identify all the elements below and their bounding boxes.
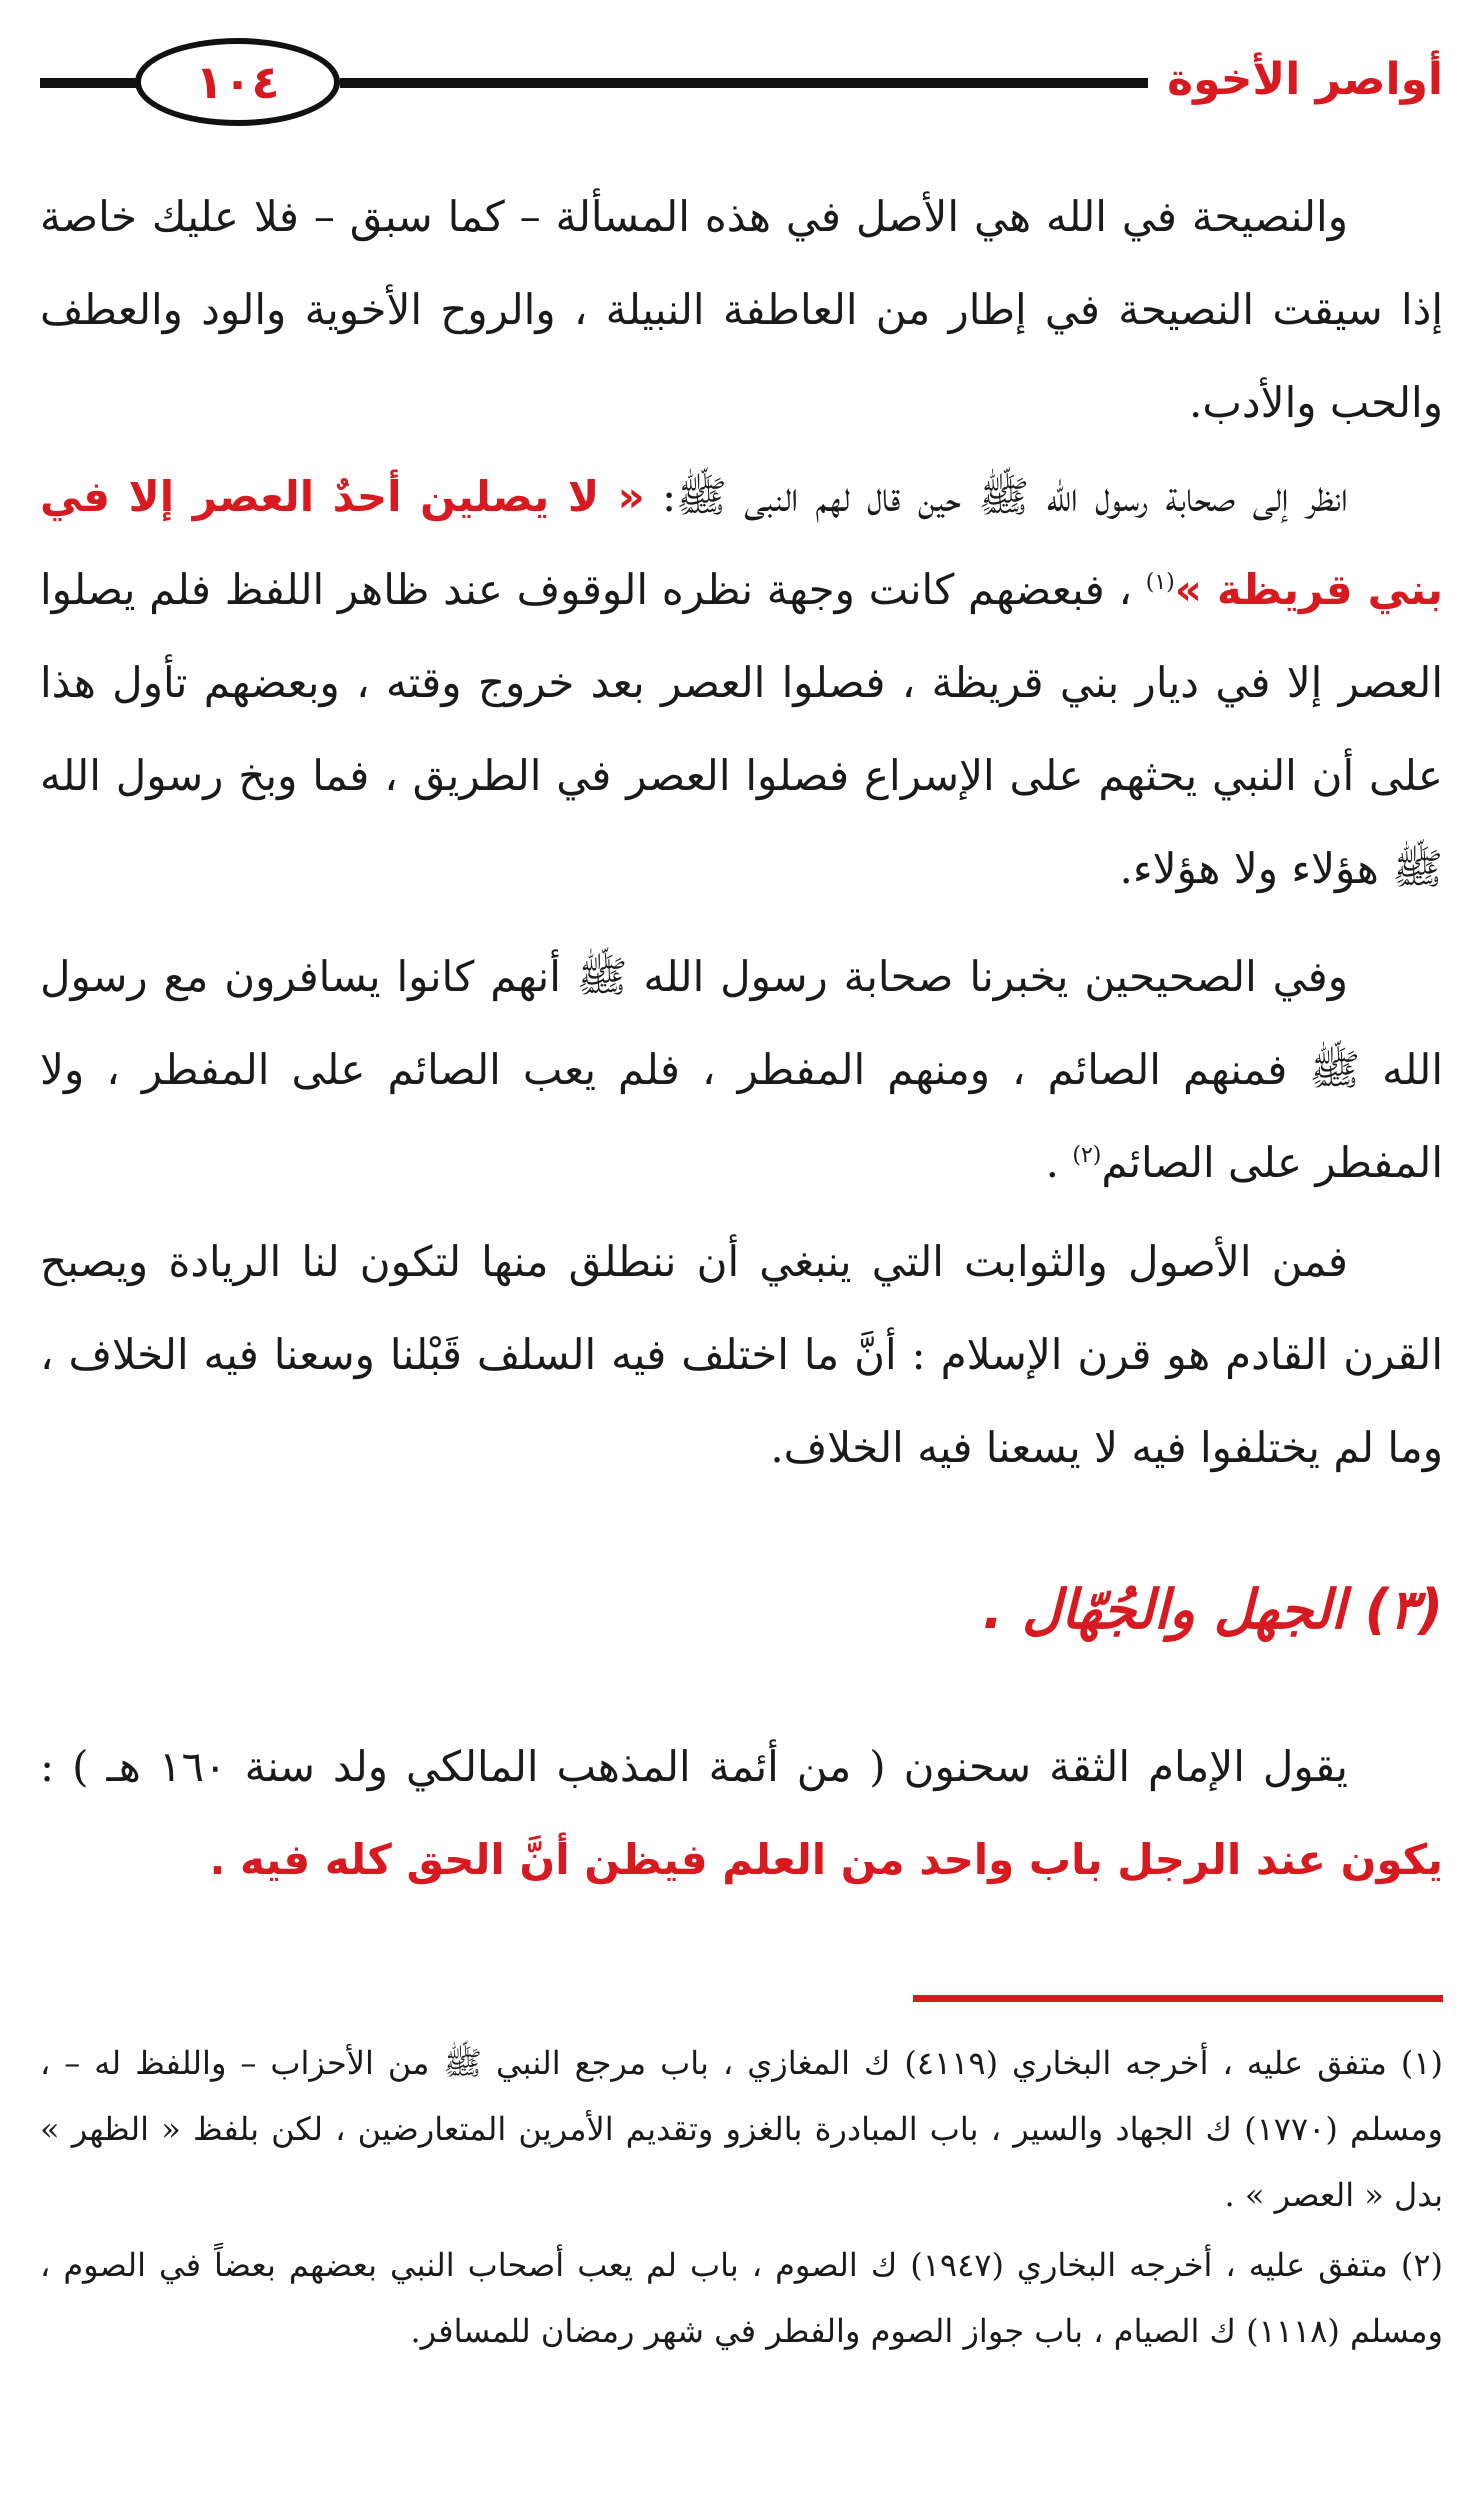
hadith-quote: « لا يصلين أحدٌ العصر إلا في بني قريظة »	[40, 472, 1443, 614]
running-header	[40, 38, 1443, 128]
page-number: ١٠٤	[135, 38, 340, 126]
footnote-separator	[913, 1995, 1443, 2002]
paragraph-4	[40, 1215, 1443, 1494]
running-title: أواصر الأخوة	[1167, 54, 1443, 105]
paragraph-2-intro: انظر إلى صحابة رسول الله ﷺ حين قال لهم النبى ﷺ:	[644, 472, 1348, 521]
footnotes	[40, 2030, 1443, 2368]
paragraph-3	[40, 930, 1443, 1209]
paragraph-2-text	[40, 450, 1443, 915]
paragraph-4-text: فمن الأصول والثوابت التي ينبغي أن ننطلق منها لتكون لنا الريادة ويصبح القرن القادم هو قرن الإسلام : أنَّ ما اختلف فيه السلف قَبْلنا وسعنا فيه الخلاف ، وما لم يختلفوا فيه لا يسعنا فيه الخلاف.	[40, 1237, 1443, 1472]
footnote-ref-1[interactable]: (١)	[1145, 570, 1175, 595]
footnote-ref-2[interactable]: (٢)	[1072, 1143, 1102, 1168]
paragraph-1-text: والنصيحة في الله هي الأصل في هذه المسألة – كما سبق – فلا عليك خاصة إذا سيقت النصيحة في إطار من العاطفة النبيلة ، والروح الأخوية والود والعطف والحب والأدب.	[40, 192, 1443, 427]
header-rule-left	[40, 78, 140, 88]
paragraph-5-intro: يقول الإمام الثقة سحنون ( من أئمة المذهب المالكي ولد سنة ١٦٠ هـ ) :	[40, 1742, 1348, 1791]
sahnun-quote: يكون عند الرجل باب واحد من العلم فيظن أنَّ الحق كله فيه .	[209, 1835, 1443, 1884]
header-rule	[340, 78, 1148, 88]
paragraph-5	[40, 1720, 1443, 1906]
footnote-2: (٢) متفق عليه ، أخرجه البخاري (١٩٤٧) ك الصوم ، باب لم يعب أصحاب النبي بعضهم بعضاً في الصوم ، ومسلم (١١١٨) ك الصيام ، باب جواز الصوم والفطر في شهر رمضان للمسافر.	[40, 2246, 1444, 2350]
paragraph-2-rest: ، فبعضهم كانت وجهة نظره الوقوف عند ظاهر اللفظ فلم يصلوا العصر إلا في ديار بني قريظة ، فصلوا العصر بعد خروج وقته ، وبعضهم تأول هذا على أن النبي يحثهم على الإسراع فصلوا العصر في الطريق ، فما وبخ رسول الله ﷺ هؤلاء ولا هؤلاء.	[40, 565, 1443, 893]
paragraph-1	[40, 170, 1443, 449]
paragraph-5-text	[40, 1720, 1443, 1906]
footnote-1: (١) متفق عليه ، أخرجه البخاري (٤١١٩) ك المغازي ، باب مرجع النبي ﷺ من الأحزاب – واللفظ له – ، ومسلم (١٧٧٠) ك الجهاد والسير ، باب المبادرة بالغزو وتقديم الأمرين المتعارضين ، لكن بلفظ « الظهر » بدل « العصر » .	[40, 2044, 1444, 2214]
paragraph-3-main: وفي الصحيحين يخبرنا صحابة رسول الله ﷺ أنهم كانوا يسافرون مع رسول الله ﷺ فمنهم الصائم ، ومنهم المفطر ، فلم يعب الصائم على المفطر ، ولا المفطر على الصائم	[40, 952, 1443, 1187]
paragraph-3-end: .	[1045, 1138, 1073, 1187]
paragraph-3-text	[40, 930, 1443, 1209]
paragraph-2	[40, 450, 1443, 915]
section-heading: (٣) الجهل والجُهّال .	[982, 1578, 1443, 1641]
